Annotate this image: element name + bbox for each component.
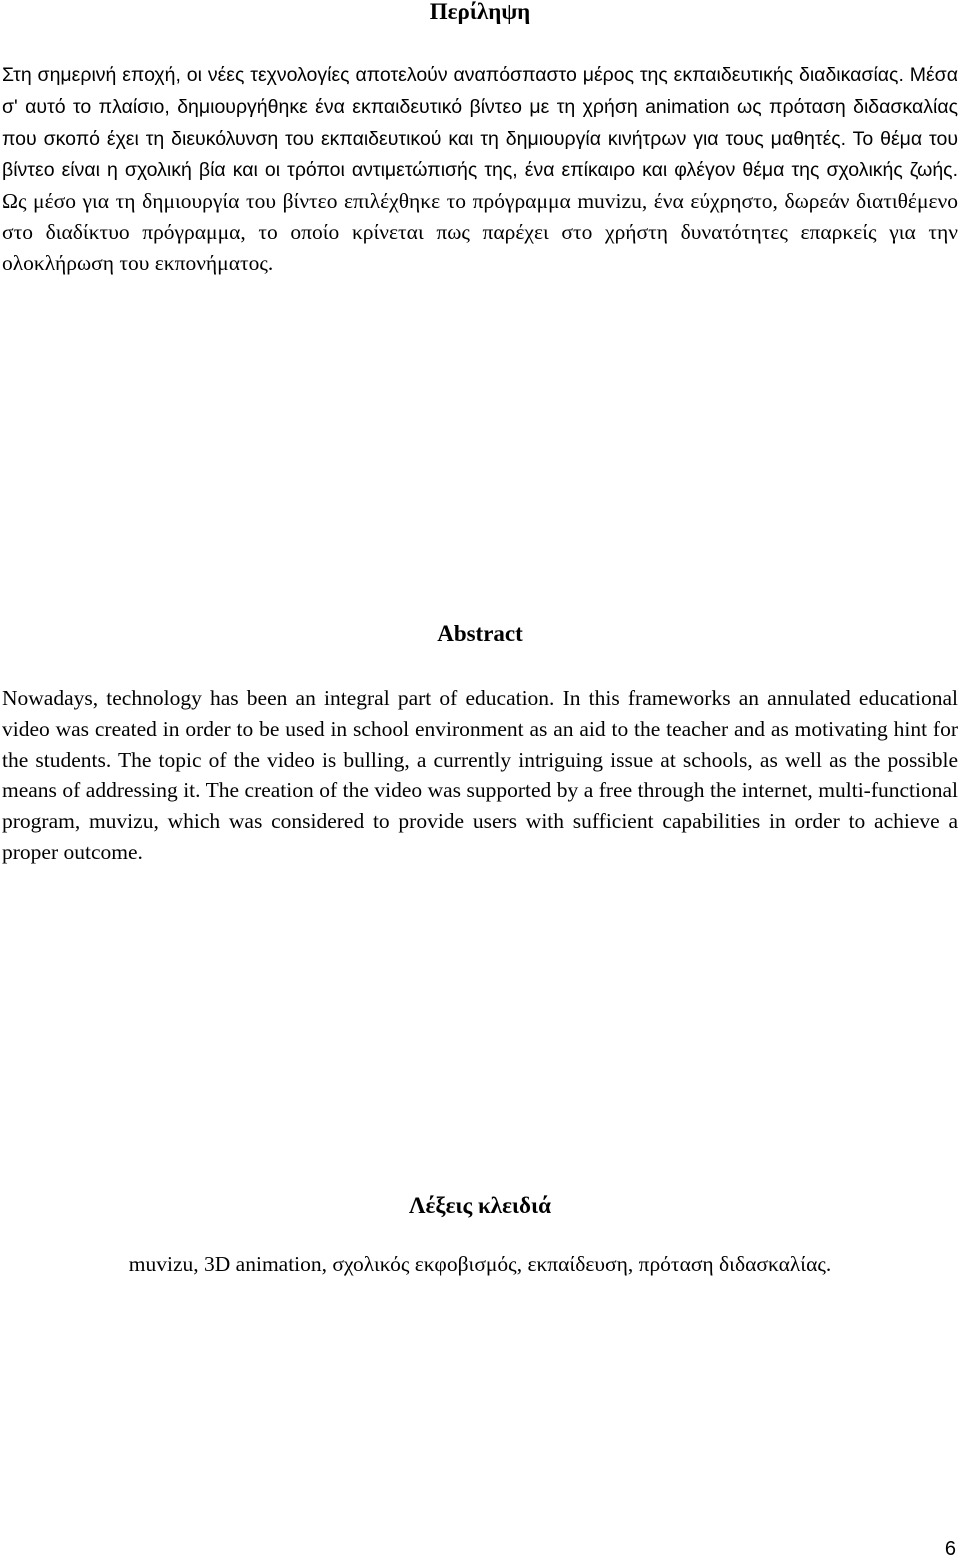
- greek-abstract-body: [2, 59, 958, 279]
- english-abstract-body: Nowadays, technology has been an integral part of education. In this frameworks an annulated educational video was created in order to be used in school environment as an aid to the teacher and as motivating hint for the students. The topic of the video is bulling, a currently intriguing issue at schools, as well as the possible means of addressing it. The creation of the video was supported by a free through the internet, multi-functional program, muvizu, which was considered to provide users with sufficient capabilities in order to achieve a proper outcome.: [2, 686, 958, 864]
- greek-abstract-title: Περίληψη: [429, 0, 531, 24]
- greek-abstract-sentence: Στη σημερινή εποχή, οι νέες τεχνολογίες αποτελούν αναπόσπαστο μέρος της εκπαιδευτικής διαδικασίας.: [2, 64, 910, 86]
- page-number: 6: [944, 1538, 956, 1560]
- english-abstract-title: Abstract: [437, 621, 523, 646]
- keywords-title: Λέξεις κλειδιά: [409, 1193, 551, 1218]
- greek-abstract-sentence: Ως μέσο για τη δημιουργία του βίντεο επιλέχθηκε το πρόγραμμα muvizu, ένα εύχρηστο, δωρεάν διατιθέμενο στο διαδίκτυο πρόγραμμα, το οποίο κρίνεται πως παρέχει στο χρήστη δυνατότητες επαρκείς για την ολοκλήρωση του εκπονήματος.: [2, 189, 958, 275]
- keywords-text: muvizu, 3D animation, σχολικός εκφοβισμός, εκπαίδευση, πρόταση διδασκαλίας.: [128, 1252, 832, 1276]
- greek-abstract-sentence: Μέσα σ' αυτό το πλαίσιο, δημιουργήθηκε ένα εκπαιδευτικό βίντεο με τη χρήση animation ως πρόταση διδασκαλίας που σκοπό έχει τη διευκόλυνση του εκπαιδευτικού και τη δημιουργία κινήτρων για τους μαθητές. Το θέμα του βίντεο είναι η σχολική βία και οι τρόποι αντιμετώπισής της, ένα επίκαιρο και φλέγον θέμα της σχολικής ζωής.: [2, 64, 958, 182]
